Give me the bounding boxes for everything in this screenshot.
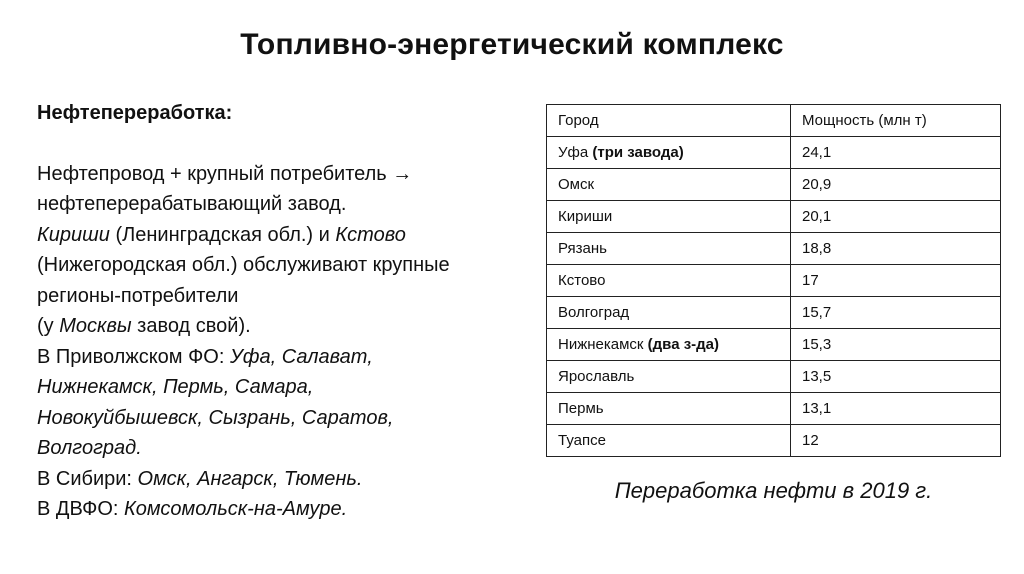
city-name: Ярославль (558, 368, 635, 385)
city-name: Рязань (558, 240, 607, 257)
table-caption: Переработка нефти в 2019 г. (614, 478, 933, 503)
table-row (547, 233, 1001, 265)
city-cell (547, 297, 791, 329)
capacity-cell: 13,1 (791, 393, 1001, 425)
table-row (547, 137, 1001, 169)
city-list: Уфа, Салават, (229, 345, 373, 368)
city-cell (547, 393, 791, 425)
text-line (37, 220, 527, 251)
city-name: Омск (558, 176, 595, 193)
table-row (547, 329, 1001, 361)
city-list: Нижнекамск, Пермь, Самара, (37, 376, 314, 398)
capacity-cell: 15,7 (791, 297, 1001, 329)
table-header-row (547, 105, 1001, 137)
text-line (37, 433, 527, 464)
city-cell (547, 265, 791, 297)
text-fragment: (у (37, 315, 60, 337)
table-row (547, 361, 1001, 393)
capacity-cell: 15,3 (791, 329, 1001, 361)
city-name: Москвы (59, 315, 132, 337)
capacity-cell: 20,1 (791, 201, 1001, 233)
city-name: Кириши (37, 223, 110, 246)
table-row (547, 201, 1001, 233)
text-fragment: В ДВФО: (37, 498, 124, 520)
header-cell-capacity: Мощность (млн т) (791, 105, 1001, 137)
city-name: Кириши (558, 208, 613, 225)
text-line (37, 494, 527, 525)
city-cell (547, 361, 791, 393)
city-list: Комсомольск-на-Амуре. (124, 498, 348, 520)
text-line (37, 403, 527, 434)
city-cell (547, 169, 791, 201)
capacity-cell: 24,1 (791, 137, 1001, 169)
text-line (37, 464, 527, 495)
city-name: Туапсе (558, 432, 606, 449)
text-fragment: (Ленинградская обл.) и (109, 223, 336, 246)
city-list: Новокуйбышевск, Сызрань, Саратов, (37, 406, 394, 429)
section-heading: Нефтепереработка: (37, 102, 233, 124)
city-list: Омск, Ангарск, Тюмень. (137, 467, 363, 490)
city-list: Волгоград. (37, 437, 142, 459)
city-name: Кстово (558, 272, 606, 289)
city-cell (547, 233, 791, 265)
city-cell (547, 137, 791, 169)
text-line: Нефтепровод + крупный потребитель → (37, 162, 413, 185)
text-line: регионы-потребители (37, 284, 239, 307)
capacity-cell: 18,8 (791, 233, 1001, 265)
table-row (547, 297, 1001, 329)
text-line (37, 311, 527, 342)
city-name: Уфа (558, 144, 589, 161)
text-fragment: В Сибири: (37, 467, 138, 490)
city-cell (547, 425, 791, 457)
refinery-capacity-table (546, 104, 1001, 457)
city-name: Кстово (335, 223, 406, 246)
capacity-cell: 20,9 (791, 169, 1001, 201)
table-row (547, 169, 1001, 201)
page-title: Топливно-энергетический комплекс (240, 28, 784, 61)
city-name: Нижнекамск (558, 336, 644, 353)
text-line: нефтеперерабатывающий завод. (37, 193, 347, 215)
city-cell (547, 329, 791, 361)
text-fragment: завод свой). (131, 315, 251, 337)
text-fragment: В Приволжском ФО: (37, 345, 230, 368)
header-cell-city: Город (547, 105, 791, 137)
text-line: (Нижегородская обл.) обслуживают крупные (37, 254, 450, 276)
text-block (37, 98, 527, 525)
city-name: Пермь (558, 400, 604, 417)
capacity-cell: 17 (791, 265, 1001, 297)
plant-count-note: (три завода) (592, 144, 684, 161)
text-line (37, 372, 527, 403)
capacity-cell: 13,5 (791, 361, 1001, 393)
city-name: Волгоград (558, 304, 630, 321)
capacity-cell: 12 (791, 425, 1001, 457)
table-row (547, 265, 1001, 297)
table-row (547, 425, 1001, 457)
text-line (37, 342, 527, 373)
plant-count-note: (два з-да) (647, 336, 720, 353)
table-row (547, 393, 1001, 425)
city-cell (547, 201, 791, 233)
